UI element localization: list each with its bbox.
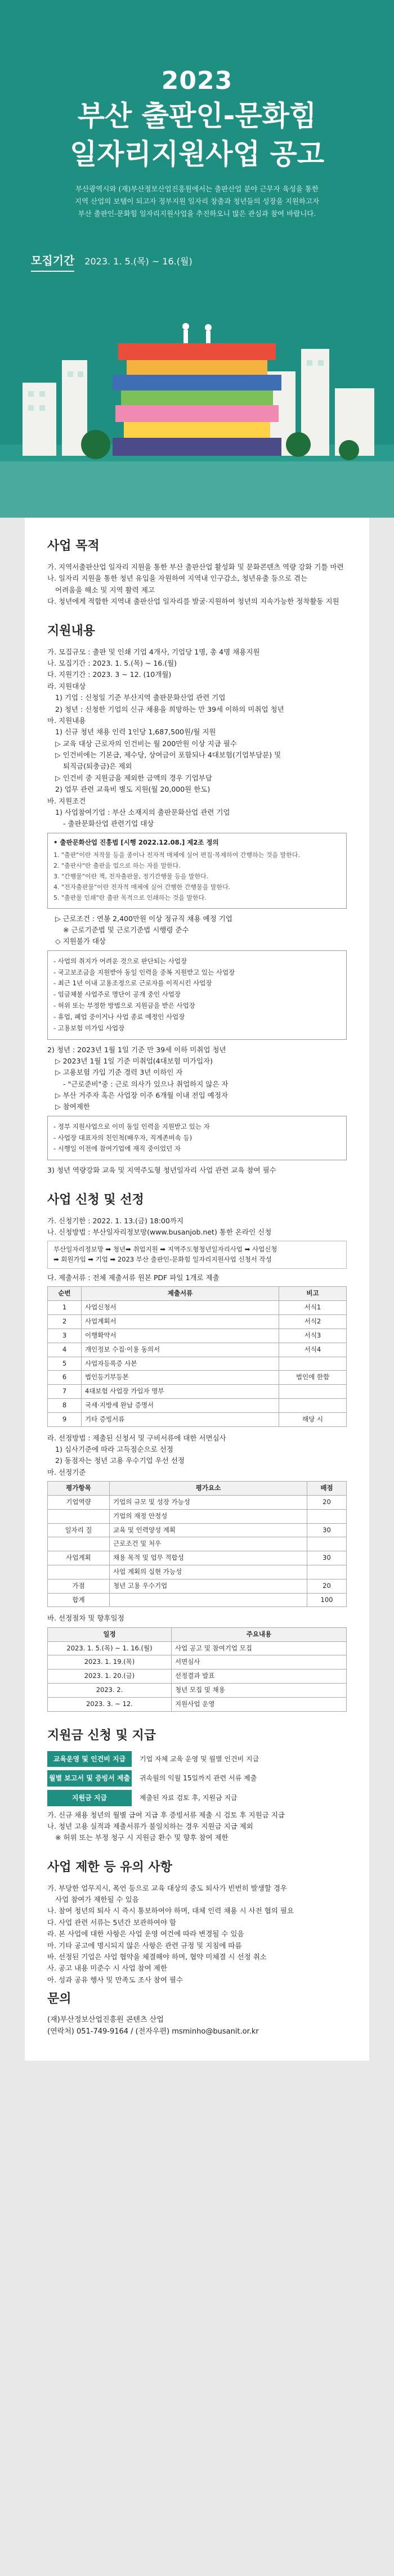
table-cell: 사업신청서 xyxy=(82,1301,279,1315)
table-cell: 6 xyxy=(48,1371,82,1385)
intro-line: 부산광역시와 (재)부산정보산업진흥원에서는 출판산업 분야 근무자 육성을 통한 xyxy=(75,185,319,193)
table-row xyxy=(48,1537,347,1551)
box-item: 1. "출판"이란 저작물 등을 종이나 전자적 매체에 실어 편집·복제하여 간행하는 것을 말한다. xyxy=(53,851,300,859)
flow-line: 부산일자리정보망 ➡ 청년➡ 취업지원 ➡ 지역주도형청년일자리사업 ➡ 사업신청 xyxy=(53,1245,277,1254)
table-row xyxy=(48,1371,347,1385)
table-cell: 법인에 한함 xyxy=(279,1371,347,1385)
table-cell xyxy=(307,1509,347,1523)
table-row xyxy=(48,1697,347,1711)
text-line: 바. 선정된 기업은 사업 협약을 체결해야 하며, 협약 미체결 시 선정 취소 xyxy=(47,1952,267,1961)
table-cell: 지원사업 운영 xyxy=(172,1697,347,1711)
table-header-row xyxy=(48,1287,347,1301)
table-cell: 3 xyxy=(48,1329,82,1343)
col-header: 제출서류 xyxy=(82,1287,279,1301)
documents-table xyxy=(47,1286,347,1426)
box-item: - 사업의 취지가 어려운 것으로 판단되는 사업장 xyxy=(53,957,187,965)
box-item: 5. "출판물 인쇄"란 출판 목적으로 인쇄하는 것을 말한다. xyxy=(53,894,207,901)
box-item: - 정부 지원사업으로 이미 동일 인력을 지원받고 있는 자 xyxy=(53,1122,210,1130)
text-line: 아. 성과 공유 행사 및 만족도 조사 참여 필수 xyxy=(47,1975,183,1984)
table-row xyxy=(48,1684,347,1698)
text-line: ※ 근로기준법 및 근로기준법 시행령 준수 xyxy=(63,926,189,935)
text-line: ◇ 지원불가 대상 xyxy=(55,937,106,946)
table-cell: 청년 모집 및 채용 xyxy=(172,1684,347,1698)
text-line: 3) 청년 역량강화 교육 및 지역주도형 청년일자리 사업 관련 교육 참여 필수 xyxy=(47,1166,276,1175)
text-line: 나. 모집기간 : 2023. 1. 5.(목) ~ 16.(월) xyxy=(47,659,177,668)
table-cell xyxy=(48,1509,110,1523)
box-item: - 고용보험 미가입 사업장 xyxy=(53,1024,125,1032)
table-row xyxy=(48,1398,347,1412)
method-tag: 지원금 지급 xyxy=(47,1790,132,1806)
box-item: - 허위 또는 부정한 방법으로 지원금을 받은 사업장 xyxy=(53,1002,195,1010)
box-heading: • 출판문화산업 진흥법 [시행 2022.12.08.] 제2조 정의 xyxy=(53,838,219,846)
table-cell: 9 xyxy=(48,1412,82,1426)
table-cell: 4대보험 사업장 가입자 명부 xyxy=(82,1385,279,1399)
table-cell: 법인등기부등본 xyxy=(82,1371,279,1385)
hero-title-line1: 부산 출판인-문화힘 xyxy=(77,100,317,132)
table-cell: 해당 시 xyxy=(279,1412,347,1426)
box-item: - 휴업, 폐업 중이거나 사업 종료 예정인 사업장 xyxy=(53,1012,185,1021)
contact-info: (연락처) 051-749-9164 / (전자우편) msminho@busanit.or.kr xyxy=(47,2027,259,2036)
text-line: ▷ 부산 거주자 혹은 사업장 이주 6개월 이내 전입 예정자 xyxy=(55,1091,228,1100)
contact-org: (재)부산정보산업진흥원 콘텐츠 산업 xyxy=(47,2016,164,2025)
table-cell: 교육 및 인력양성 계획 xyxy=(110,1523,307,1537)
hero-year: 2023 xyxy=(161,66,233,95)
text-line: 마. 기타 공고에 명시되지 않은 사항은 관련 규정 및 지침에 따름 xyxy=(47,1941,242,1950)
table-row xyxy=(48,1641,347,1655)
text-line: - 출판문화산업 관련기업 대상 xyxy=(63,819,154,828)
text-line: 2) 청년 : 신청한 기업의 신규 채용을 희망하는 만 39세 이하의 미취업 청년 xyxy=(55,704,284,713)
table-cell: 기타 증빙서류 xyxy=(82,1412,279,1426)
method-tag: 교육운영 및 인건비 지급 xyxy=(47,1751,132,1767)
text-line: ※ 허위 또는 부정 청구 시 지원금 환수 및 향후 참여 제한 xyxy=(55,1833,229,1842)
intro-line: 지역 산업의 보탬이 되고자 정부지원 일자리 창출과 청년들의 성장을 지원하고자 xyxy=(74,196,320,205)
table-cell xyxy=(307,1565,347,1579)
table-cell: 100 xyxy=(307,1593,347,1607)
text-line: 가. 모집규모 : 출판 및 인쇄 기업 4개사, 기업당 1명, 총 4명 채용지원 xyxy=(47,647,260,656)
text-line: 2) 동점자는 청년 고용 우수기업 우선 선정 xyxy=(55,1456,185,1465)
table-cell: 청년 고용 우수기업 xyxy=(110,1579,307,1593)
hero-banner xyxy=(0,0,394,518)
table-cell xyxy=(279,1385,347,1399)
col-header: 순번 xyxy=(48,1287,82,1301)
text-line: 다. 제출서류 : 전체 제출서류 원본 PDF 파일 1개로 제출 xyxy=(47,1273,220,1282)
period-label: 모집기간 xyxy=(31,252,74,272)
text-line: 나. 일자리 지원을 통한 청년 유입을 자원하여 지역내 인구감소, 청년유출 등으로 겪는 xyxy=(47,574,308,583)
youth-exclusion-box xyxy=(47,1116,347,1160)
text-line: ▷ 고용보험 가입 기준 경력 3년 이하인 자 xyxy=(55,1068,183,1077)
method-step xyxy=(47,1790,347,1806)
box-item: - 임금체불 사업주로 명단이 공개 중인 사업장 xyxy=(53,990,181,999)
method-text: 귀속월의 익월 15일까지 관련 서류 제출 xyxy=(140,1774,257,1783)
table-cell: 2023. 3. ~ 12. xyxy=(48,1697,172,1711)
table-cell: 서식1 xyxy=(279,1301,347,1315)
table-cell: 서식3 xyxy=(279,1329,347,1343)
table-cell: 가점 xyxy=(48,1579,110,1593)
city-illustration xyxy=(0,276,394,518)
table-cell: 사업자등록증 사본 xyxy=(82,1357,279,1371)
text-line: 사. 공고 내용 미준수 시 사업 참여 제한 xyxy=(47,1964,167,1973)
bottom-spacer xyxy=(0,2061,394,2094)
text-line: 가. 부당한 업무지시, 폭언 등으로 교육 대상의 중도 퇴사가 빈번히 발생할 경우 xyxy=(47,1883,287,1892)
apply-flow-box xyxy=(47,1241,347,1269)
table-cell: 5 xyxy=(48,1357,82,1371)
text-line: 1) 사업참여기업 : 부산 소재지의 출판문화산업 관련 기업 xyxy=(55,807,230,816)
text-line: 사업 참여가 제한될 수 있음 xyxy=(55,1895,139,1904)
documents-table-body xyxy=(48,1301,347,1426)
text-line: 나. 참여 청년의 퇴사 시 즉시 통보하여야 하며, 대체 인력 채용 시 사전 협의 필요 xyxy=(47,1906,294,1915)
col-header: 비고 xyxy=(279,1287,347,1301)
table-cell: 사업 계획의 실현 가능성 xyxy=(110,1565,307,1579)
table-cell: 선정결과 발표 xyxy=(172,1670,347,1684)
hero-intro xyxy=(28,183,366,220)
col-header: 일정 xyxy=(48,1627,172,1641)
table-cell: 기업의 규모 및 성장 가능성 xyxy=(110,1495,307,1509)
method-step xyxy=(47,1751,347,1767)
section-title-method: 지원금 신청 및 지급 xyxy=(47,1728,156,1743)
section-title-apply: 사업 신청 및 선정 xyxy=(47,1192,144,1207)
criteria-table xyxy=(47,1481,347,1607)
intro-line: 부산 출판인-문화힘 일자리지원사업을 추진하오니 많은 관심과 참여 바랍니다. xyxy=(78,209,316,218)
text-line: 나. 청년 고용 실적과 제출서류가 불일치하는 경우 지원금 지급 제외 xyxy=(47,1821,253,1830)
text-line: 마. 선정기준 xyxy=(47,1467,86,1477)
col-header: 평가요소 xyxy=(110,1482,307,1496)
table-row xyxy=(48,1343,347,1357)
table-cell: 2 xyxy=(48,1315,82,1329)
table-row xyxy=(48,1655,347,1670)
section-title-support: 지원내용 xyxy=(47,623,96,638)
table-cell: 서식4 xyxy=(279,1343,347,1357)
box-item: - 사업장 대표자의 친인척(배우자, 직계존비속 등) xyxy=(53,1133,192,1142)
table-cell: 사업계획서 xyxy=(82,1315,279,1329)
table-row xyxy=(48,1579,347,1593)
text-line: 바. 선정절차 및 향후일정 xyxy=(47,1614,124,1623)
text-line: 라. 본 사업에 대한 사항은 사업 운영 여건에 따라 변경될 수 있음 xyxy=(47,1929,244,1938)
table-cell: 1 xyxy=(48,1301,82,1315)
text-line: 1) 신규 청년 채용 인력 1인당 1,687,500원/월 지원 xyxy=(55,728,216,737)
table-cell: 사업계획 xyxy=(48,1551,110,1565)
text-line: 2) 업무 관련 교육비 별도 지원(월 20,000원 한도) xyxy=(55,785,211,794)
method-text: 제출된 자료 검토 후, 지원금 지급 xyxy=(140,1793,238,1802)
table-cell: 20 xyxy=(307,1495,347,1509)
table-cell: 8 xyxy=(48,1398,82,1412)
text-line: ▷ 인건비에는 기본급, 제수당, 상여금이 포함되나 4대보험(기업부담분) 및 xyxy=(55,751,281,760)
table-cell: 2023. 1. 5.(목) ~ 1. 16.(월) xyxy=(48,1641,172,1655)
section-title-contact: 문의 xyxy=(47,1992,71,2007)
table-row xyxy=(48,1593,347,1607)
table-row xyxy=(48,1315,347,1329)
table-cell: 7 xyxy=(48,1385,82,1399)
table-row xyxy=(48,1412,347,1426)
table-cell: 30 xyxy=(307,1523,347,1537)
text-line: 가. 신규 채용 청년의 월별 급여 지급 후 증빙서류 제출 시 검토 후 지원금 지급 xyxy=(47,1810,285,1819)
table-row xyxy=(48,1523,347,1537)
text-line: ▷ 참여제한 xyxy=(55,1102,90,1111)
text-line: 라. 지원대상 xyxy=(47,681,86,690)
table-cell xyxy=(279,1357,347,1371)
table-row xyxy=(48,1329,347,1343)
box-item: - 최근 1년 이내 고용조정으로 근로자를 이직시킨 사업장 xyxy=(53,979,212,988)
table-row xyxy=(48,1357,347,1371)
box-item: - 국고보조금을 지원받아 동일 인력을 중복 지원받고 있는 사업장 xyxy=(53,968,235,976)
table-row xyxy=(48,1509,347,1523)
table-cell: 채용 목적 및 업무 적합성 xyxy=(110,1551,307,1565)
table-cell xyxy=(110,1593,307,1607)
text-line: 1) 기업 : 신청일 기준 부산지역 출판문화산업 관련 기업 xyxy=(55,693,226,702)
table-cell: 서면심사 xyxy=(172,1655,347,1670)
box-item: 3. "간행물"이란 책, 전자출판물, 정기간행물 등을 말한다. xyxy=(53,872,209,880)
section-title-limits: 사업 제한 등 유의 사항 xyxy=(47,1860,172,1874)
col-header: 배점 xyxy=(307,1482,347,1496)
text-line: 다. 지원기간 : 2023. 3 ~ 12. (10개월) xyxy=(47,670,172,679)
table-cell xyxy=(48,1537,110,1551)
box-item: - 시행일 이전에 참여기업에 재직 중이었던 자 xyxy=(53,1145,181,1153)
method-step xyxy=(47,1770,347,1787)
text-line: 나. 신청방법 : 부산일자리정보망(www.busanjob.net) 통한 온라인 신청 xyxy=(47,1228,272,1237)
schedule-table-body xyxy=(48,1641,347,1711)
table-row xyxy=(48,1301,347,1315)
table-cell: 기업역량 xyxy=(48,1495,110,1509)
text-line: ▷ 인건비 중 지원금을 제외한 금액의 경우 기업부담 xyxy=(55,773,212,782)
recruit-period xyxy=(31,252,192,272)
table-cell xyxy=(307,1537,347,1551)
table-cell: 이행확약서 xyxy=(82,1329,279,1343)
text-line: 어려움을 해소 및 지역 활력 제고 xyxy=(55,585,155,594)
text-line: - "근로준비"중 : 근로 의사가 있으나 취업하지 않은 자 xyxy=(63,1079,229,1088)
section-title-purpose: 사업 목적 xyxy=(47,539,100,553)
table-cell xyxy=(48,1565,110,1579)
hero-title-line2: 일자리지원사업 공고 xyxy=(69,138,325,170)
text-line: 1) 심사기준에 따라 고득점순으로 선정 xyxy=(55,1444,173,1453)
schedule-table xyxy=(47,1627,347,1712)
table-row xyxy=(48,1565,347,1579)
table-cell: 30 xyxy=(307,1551,347,1565)
table-header-row xyxy=(48,1627,347,1641)
table-cell: 서식2 xyxy=(279,1315,347,1329)
text-line: 바. 지원조건 xyxy=(47,796,86,805)
box-item: 4. "전자출판물"이란 전자적 매체에 실어 간행한 간행물을 말한다. xyxy=(53,883,231,891)
table-row xyxy=(48,1495,347,1509)
box-item: 2. "출판사"란 출판을 업으로 하는 자를 말한다. xyxy=(53,861,181,869)
col-header: 주요내용 xyxy=(172,1627,347,1641)
table-cell: 20 xyxy=(307,1579,347,1593)
text-line: ▷ 2023년 1월 1일 기준 미취업(4대보험 미가입자) xyxy=(55,1056,213,1065)
text-line: ▷ 근로조건 : 연봉 2,400만원 이상 정규직 채용 예정 기업 xyxy=(55,914,232,923)
text-line: 가. 지역서출판산업 일자리 지원을 통한 부산 출판산업 활성화 및 문화콘텐츠 역량 강화 기틀 마련 xyxy=(47,563,344,572)
col-header: 평가항목 xyxy=(48,1482,110,1496)
table-cell: 4 xyxy=(48,1343,82,1357)
text-line: 퇴직금(퇴충금)은 제외 xyxy=(63,762,132,771)
table-cell: 일자리 질 xyxy=(48,1523,110,1537)
table-row xyxy=(48,1551,347,1565)
table-cell: 합계 xyxy=(48,1593,110,1607)
table-cell: 2023. 1. 20.(금) xyxy=(48,1670,172,1684)
period-value: 2023. 1. 5.(목) ~ 16.(월) xyxy=(84,256,192,267)
table-row xyxy=(48,1670,347,1684)
content-panel xyxy=(25,518,369,2061)
table-cell: 기업의 재정 안정성 xyxy=(110,1509,307,1523)
text-line: 2) 청년 : 2023년 1월 1일 기준 만 39세 이하 미취업 청년 xyxy=(47,1045,226,1054)
criteria-table-body xyxy=(48,1495,347,1607)
table-header-row xyxy=(48,1482,347,1496)
flow-line: ➡ 회원가입 ➡ 기업 ➡ 2023 부산 출판인-문화힘 일자리지원사업 신청서 작성 xyxy=(53,1255,272,1264)
method-tag: 월별 보고서 및 증빙서 제출 xyxy=(47,1770,132,1787)
text-line: 다. 사업 관련 서류는 5년간 보관하여야 함 xyxy=(47,1918,176,1927)
text-line: ▷ 교육 대상 근로자의 인건비는 월 200만원 이상 지급 필수 xyxy=(55,739,237,748)
table-cell xyxy=(279,1398,347,1412)
table-cell: 2023. 2. xyxy=(48,1684,172,1698)
table-cell: 사업 공고 및 참여기업 모집 xyxy=(172,1641,347,1655)
text-line: 가. 신청기한 : 2022. 1. 13.(금) 18:00까지 xyxy=(47,1216,183,1225)
method-text: 기업 자체 교육 운영 및 월별 인건비 지급 xyxy=(140,1754,259,1763)
text-line: 다. 청년에게 적합한 지역내 출판산업 일자리를 발굴·지원하여 청년의 지속가능한 정착활동 지원 xyxy=(47,597,339,606)
table-cell: 근로조건 및 처우 xyxy=(110,1537,307,1551)
table-cell: 2023. 1. 19.(목) xyxy=(48,1655,172,1670)
table-row xyxy=(48,1385,347,1399)
table-cell: 개인정보 수집·이용 동의서 xyxy=(82,1343,279,1357)
text-line: 마. 지원내용 xyxy=(47,716,86,725)
table-cell: 국세·지방세 완납 증명서 xyxy=(82,1398,279,1412)
exclusion-box xyxy=(47,950,347,1040)
text-line: 라. 선정방법 : 제출된 신청서 및 구비서류에 대한 서면심사 xyxy=(47,1433,226,1442)
law-definition-box xyxy=(47,833,347,909)
